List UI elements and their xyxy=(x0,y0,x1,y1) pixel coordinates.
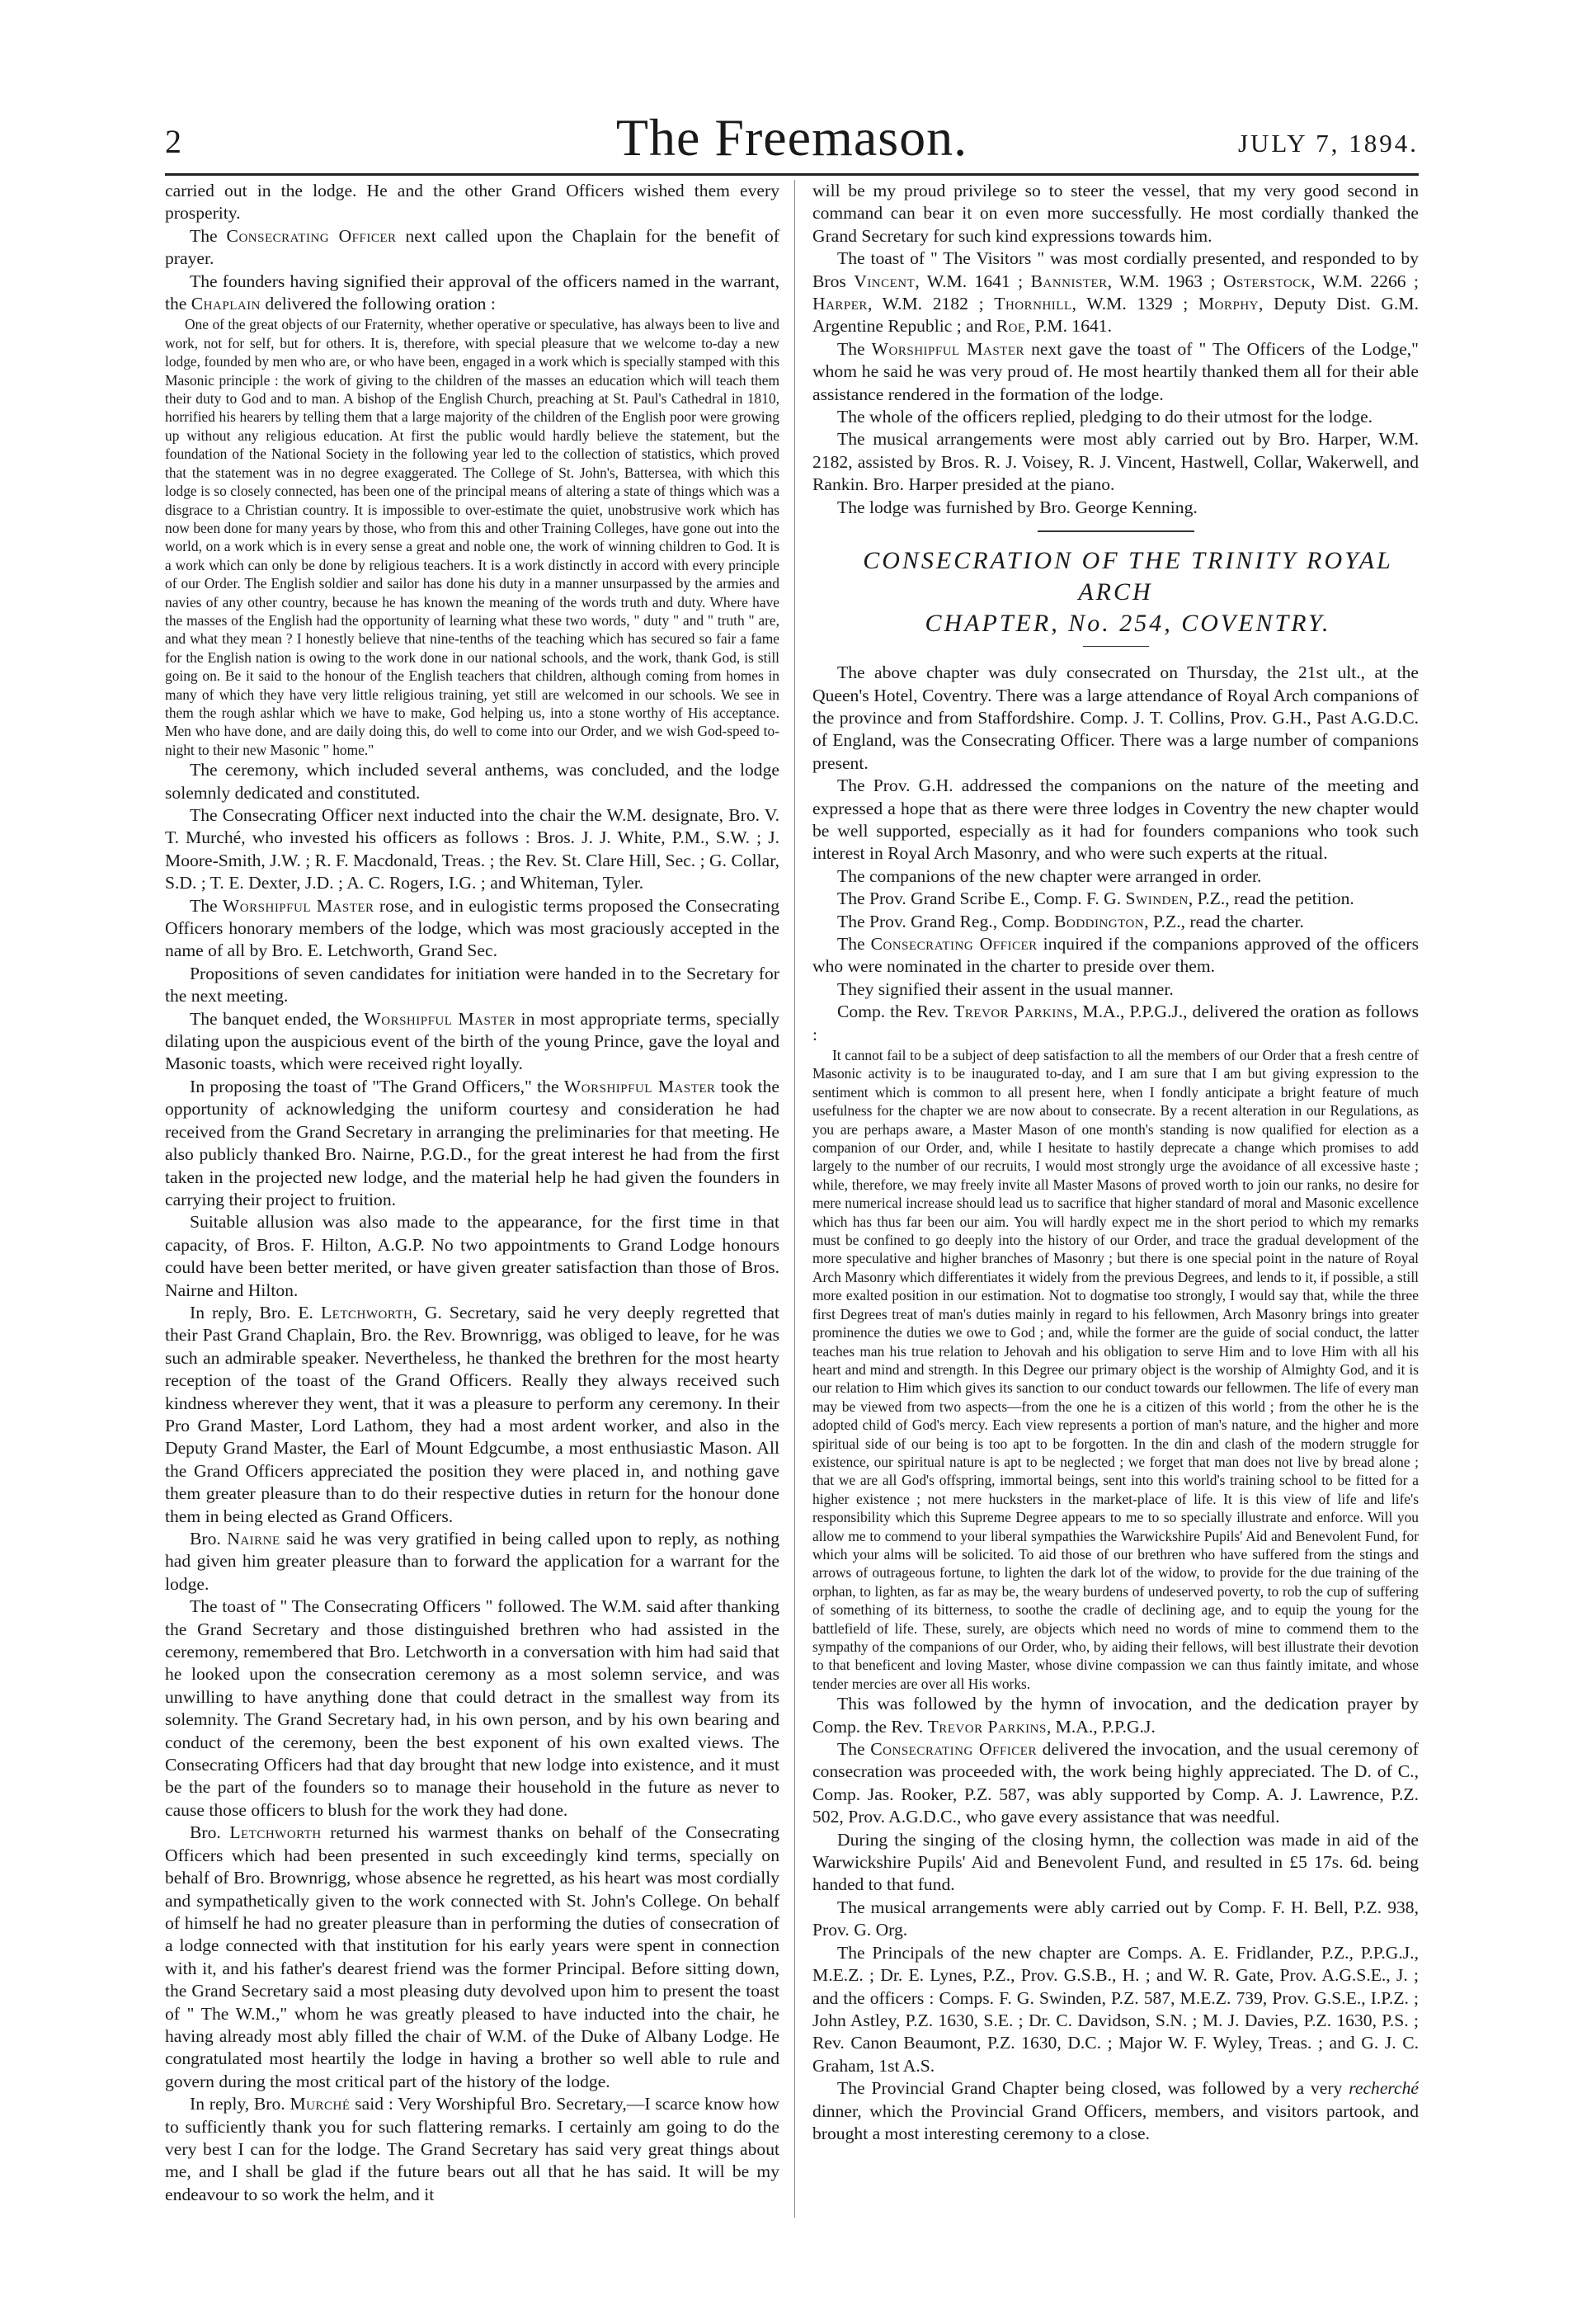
paragraph: The companions of the new chapter were arranged in order. xyxy=(837,865,1262,886)
paragraph: Bro. Letchworth returned his warmest thanks on behalf of the Consecrating Officers which had been presented in such exceedingly kind terms, specially on behalf of Bro. Brownrigg, whose absence he regretted, as his heart was most cordially and sympathetically given to the work connected with St. John's College. On behalf of himself he had no greater pleasure than in performing the duties of consecration of a lodge connected with that institution for his early years were spent in connection with it, and his father's dearest friend was the former Principal. Before sitting down, the Grand Secretary said a most pleasing duty devolved upon him to present the toast of " The W.M.," whom he was greatly pleased to have inducted into the chair, he having already most ably filled the chair of W.M. of the Duke of Albany Lodge. He congratulated most heartily the lodge in having a brother so well able to rule and govern during the most critical part of the history of the lodge. xyxy=(165,1822,779,2091)
paragraph: carried out in the lodge. He and the other Grand Officers wished them every prosperity. xyxy=(165,181,779,224)
chaplain-oration: One of the great objects of our Fraternity, whether operative or speculative, has always been to live and work, not for self, but for others. It is, therefore, with special pleasure that we welcome to-day a new lodge, founded by men who are, or who have been, engaged in a work which is specially stamped with this Masonic principle : the work of giving to the children of the masses an education which will teach them their duty to God and to man. A bishop of the English Church, preaching at St. Paul's Cathedral in 1810, horrified his hearers by telling them that a large majority of the children of the English poor were growing up without any religious education. At first the public would hardly believe the statement, but the foundation of the National Society in the following year led to the collection of statistics, which proved that the statement was in no degree exaggerated. The College of St. John's, Battersea, with which this lodge is so closely connected, has been one of the principal means of altering a state of things which was a disgrace to a Christian country. It is impossible to over-estimate the quiet, unobstrusive work which has now been done for many years by those, who from this and other Training Colleges, have gone out into the world, on a work which is in every sense a great and noble one, the work of winning children to God. It is a work which can only be done by religious teachers. It is a work distinctly in accord with every principle of our Order. The English soldier and sailor has done his duty in a manner unsurpassed by the armies and navies of any other country, because he has known the meaning of the words truth and duty. Where have the masses of the English had the opportunity of learning what these two words, " duty " and " truth " are, and what they mean ? I honestly believe that nine-tenths of the teaching which has secured so fair a fame for the English nation is owing to the work done in our national schools, and the work, thank God, is still going on. Be it said to the honour of the English teachers that children, although coming from homes in many of which they have very little religious training, yet still are welcomed in our schools. We see in them the rough ashlar which we have to make, God helping us, into a stone worthy of His acceptance. Men who have done, and are daily doing this, do well to come into our Order, and we wish God-speed to-night to their new Masonic " home." xyxy=(165,316,779,758)
paragraph: In proposing the toast of "The Grand Officers," the Worshipful Master took the opportunity of acknowledging the uniform courtesy and consideration he had received from the Grand Secretary in arranging the preliminaries for that meeting. He also publicly thanked Bro. Nairne, P.G.D., for the great interest he had from the first taken in the projected new lodge, and the material help he had given the founders in carrying their project to fruition. xyxy=(165,1076,779,1209)
paragraph: They signified their assent in the usual manner. xyxy=(837,978,1174,999)
paragraph: The above chapter was duly consecrated on Thursday, the 21st ult., at the Queen's Hotel, Coventry. There was a large attendance of Royal Arch companions of the province and from Staffordshire. Comp. J. T. Collins, Prov. G.H., Past A.G.D.C. of England, was the Consecrating Officer. There was a large number of companions present. xyxy=(812,662,1419,773)
masthead-rule xyxy=(165,173,1419,176)
paragraph: In reply, Bro. Murché said : Very Worshipful Bro. Secretary,—I scarce know how to sufficiently thank you for such flattering remarks. I certainly am going to do the very best I can for the lodge. The Grand Secretary has said very great things about me, and I shall be glad if the future bears out all that he has said. It will be my endeavour to so work the helm, and it xyxy=(165,2094,779,2204)
paragraph: will be my proud privilege so to steer the vessel, that my very good second in command can bear it on even more successfully. He most cordially thanked the Grand Secretary for such kind expressions towards him. xyxy=(812,181,1419,246)
paragraph: During the singing of the closing hymn, the collection was made in aid of the Warwickshire Pupils' Aid and Benevolent Fund, and resulted in £5 17s. 6d. being handed to that fund. xyxy=(812,1829,1419,1895)
paragraph: The banquet ended, the Worshipful Master in most appropriate terms, specially dilating upon the auspicious event of the birth of the young Prince, gave the loyal and Masonic toasts, which were received right loyally. xyxy=(165,1008,779,1074)
paragraph: The Consecrating Officer inquired if the companions approved of the officers who were nominated in the charter to preside over them. xyxy=(812,933,1419,977)
article-heading-line-1: CONSECRATION OF THE TRINITY ROYAL ARCH xyxy=(863,547,1393,606)
paragraph: The musical arrangements were ably carried out by Comp. F. H. Bell, P.Z. 938, Prov. G. Org. xyxy=(812,1897,1419,1940)
issue-date: JULY 7, 1894. xyxy=(1237,129,1419,158)
paragraph: The lodge was furnished by Bro. George Kenning. xyxy=(837,497,1198,517)
paragraph: The musical arrangements were most ably carried out by Bro. Harper, W.M. 2182, assisted by Bros. R. J. Voisey, R. J. Vincent, Hastwell, Collar, Wakerwell, and Rankin. Bro. Harper presided at the piano. xyxy=(812,429,1419,495)
heading-rule xyxy=(1083,646,1149,647)
paragraph: Bro. Nairne said he was very gratified in being called upon to reply, as nothing had given him greater pleasure than to forward the application for a warrant for the lodge. xyxy=(165,1529,779,1594)
paragraph: The ceremony, which included several anthems, was concluded, and the lodge solemnly dedicated and constituted. xyxy=(165,760,779,803)
paragraph: This was followed by the hymn of invocation, and the dedication prayer by Comp. the Rev. Trevor Parkins, M.A., P.P.G.J. xyxy=(812,1694,1419,1737)
paragraph: The Worshipful Master next gave the toast of " The Officers of the Lodge," whom he said he was very proud of. He most heartily thanked them all for their able assistance rendered in the formation of the lodge. xyxy=(812,338,1419,404)
paragraph: The whole of the officers replied, pledging to do their utmost for the lodge. xyxy=(837,407,1373,427)
paragraph: The Consecrating Officer delivered the invocation, and the usual ceremony of consecration was proceeded with, the work being highly appreciated. The D. of C., Comp. Jas. Rooker, P.Z. 587, was ably supported by Comp. A. J. Lawrence, P.Z. 502, Prov. A.G.D.C., who gave every assistance that was needful. xyxy=(812,1739,1419,1827)
paragraph: The Prov. G.H. addressed the companions on the nature of the meeting and expressed a hope that as there were three lodges in Coventry the new chapter would be well supported, especially as it had for founders companions who took such interest in Royal Arch Masonry, and who were such experts at the ritual. xyxy=(812,775,1419,864)
paragraph: The Principals of the new chapter are Comps. A. E. Fridlander, P.Z., P.P.G.J., M.E.Z. ; Dr. E. Lynes, P.Z., Prov. G.S.B., H. ; and W. R. Gate, Prov. A.G.S.E., J. ; and the officers : Comps. F. G. Swinden, P.Z. 587, M.E.Z. 739, Prov. G.S.E., I.P.Z. ; John Astley, P.Z. 1630, S.E. ; Dr. C. Davidson, S.N. ; M. J. Davies, P.Z. 1630, P.S. ; Rev. Canon Beaumont, P.Z. 1630, D.C. ; Major W. F. Wyley, Treas. ; and G. J. C. Graham, 1st A.S. xyxy=(812,1942,1419,2076)
paragraph: In reply, Bro. E. Letchworth, G. Secretary, said he very deeply regretted that their Past Grand Chaplain, Bro. the Rev. Brownrigg, was obliged to leave, for he was such an admirable speaker. Nevertheless, he thanked the brethren for the most hearty reception of the toast of the Grand Officers. Really they always received such kindness wherever they went, that it was a pleasure to perform any ceremony. In their Pro Grand Master, Lord Lathom, they had a most ardent worker, and also in the Deputy Grand Master, the Earl of Mount Edgcumbe, a most enthusiastic Mason. All the Grand Officers appreciated the position they were placed in, and nothing gave them greater pleasure than to do their respective duties in return for the honour done them in being elected as Grand Officers. xyxy=(165,1302,779,1526)
paragraph: The Provincial Grand Chapter being closed, was followed by a very recherché dinner, which the Provincial Grand Officers, members, and visitors partook, and brought a most interesting ceremony to a close. xyxy=(812,2078,1419,2143)
paragraph: Propositions of seven candidates for initiation were handed in to the Secretary for the next meeting. xyxy=(165,963,779,1006)
paragraph: The Prov. Grand Scribe E., Comp. F. G. Swinden, P.Z., read the petition. xyxy=(837,889,1354,909)
paragraph: The toast of " The Visitors " was most cordially presented, and responded to by Bros Vincent, W.M. 1641 ; Bannister, W.M. 1963 ; Osterstock, W.M. 2266 ; Harper, W.M. 2182 ; Thornhill, W.M. 1329 ; Morphy, Deputy Dist. G.M. Argentine Republic ; and Roe, P.M. 1641. xyxy=(812,248,1419,337)
paragraph: The Worshipful Master rose, and in eulogistic terms proposed the Consecrating Officers honorary members of the lodge, which was most graciously accepted in the name of all by Bro. E. Letchworth, Grand Sec. xyxy=(165,895,779,961)
paragraph: The Consecrating Officer next inducted into the chair the W.M. designate, Bro. V. T. Murché, who invested his officers as follows : Bros. J. J. White, P.M., S.W. ; J. Moore-Smith, J.W. ; R. F. Macdonald, Treas. ; the Rev. St. Clare Hill, Sec. ; G. Collar, S.D. ; T. E. Dexter, J.D. ; A. C. Rogers, I.G. ; and Whiteman, Tyler. xyxy=(165,805,779,893)
parkins-oration: It cannot fail to be a subject of deep satisfaction to all the members of our Order that a fresh centre of Masonic activity is to be inaugurated to-day, and I am sure that I am but giving expression to the sentiment which is common to all present here, when I fondly anticipate a bright feature of much usefulness for the chapter we are now about to consecrate. By a recent alteration in our Regulations, as you are perhaps aware, a Master Mason of one month's standing is now qualified for election as a companion of our Order, and, while I hesitate to hastily deprecate a change which promises to add largely to the number of our recruits, I would most strongly urge the avoidance of all excessive haste ; while, therefore, we may freely invite all Master Masons of proved worth to join our ranks, no desire for mere numerical increase should lead us to sacrifice that higher standard of moral and Masonic excellence which has thus far been our aim. You will hardly expect me in the short period to which my remarks must be confined to go deeply into the history of our Order, and trace the gradual development of the more speculative and higher branches of Masonry ; but there is one special point in the nature of Royal Arch Masonry which differentiates it widely from the previous Degrees, and lends to it, if possible, a still more exalted position in our estimation. Not to dogmatise too strongly, I would say that, while the three first Degrees treat of man's duties mainly in regard to his fellowmen, Arch Masonry brings into greater prominence the duties we owe to God ; and, while the former are the guide of social conduct, the latter teaches man his true relation to Jehovah and his obligation to serve Him and to love Him with all his heart and mind and strength. In this Degree our primary object is the worship of Almighty God, and it is our relation to Him which gives its sanction to our conduct towards our fellowmen. The life of every man may be viewed from two aspects—from the one he is a citizen of this world ; from the other he is the adopted child of God's mercy. Each view represents a portion of man's nature, and the higher and more spiritual side of our being is too apt to be forgotten. In the din and clash of the modern struggle for existence, our spiritual nature is apt to be neglected ; we forget that man does not live by bread alone ; that we are all God's offspring, immortal beings, sent into this world's training school to be fitted for a higher existence ; not mere hucksters in the market-place of life. It is this view of life and life's responsibility which this Supreme Degree appears to me to so specially illustrate and enforce. Will you allow me to commend to your liberal sympathies the Warwickshire Pupils' Aid and Benevolent Fund, for which your alms will be solicited. To aid those of our brethren who have suffered from the stings and arrows of outrageous fortune, to lighten the dark lot of the widow, to provide for the due training of the orphan, to lighten, as far as may be, the weary burdens of undeserved poverty, to rob the cup of suffering of something of its bitterness, to soothe the cradle of declining age, and to equip the young for the battlefield of life. These, surely, are objects which need no words of mine to commend them to the sympathy of the companions of our Order, who, by aiding their fellows, will best illustrate their devotion to that beneficent and loving Master, whose divine compassion we can thus faintly imitate, and whose tender mercies are over all His works. xyxy=(812,1047,1419,1692)
left-column xyxy=(165,180,779,2218)
section-separator xyxy=(1038,530,1194,532)
paragraph: Suitable allusion was also made to the appearance, for the first time in that capacity, of Bros. F. Hilton, A.G.P. No two appointments to Grand Lodge honours could have been better merited, or have given greater satisfaction than those of Bros. Nairne and Hilton. xyxy=(165,1212,779,1300)
column-divider xyxy=(794,180,795,2218)
article-heading-line-2: CHAPTER, No. 254, COVENTRY. xyxy=(925,610,1331,638)
paragraph: The Consecrating Officer next called upon the Chaplain for the benefit of prayer. xyxy=(165,225,779,269)
masthead-title: The Freemason. xyxy=(615,108,968,167)
paragraph: The founders having signified their approval of the officers named in the warrant, the Chaplain delivered the following oration : xyxy=(165,271,779,314)
page-number: 2 xyxy=(165,123,181,160)
masthead xyxy=(165,107,1419,173)
paragraph: The toast of " The Consecrating Officers " followed. The W.M. said after thanking the Grand Secretary and those distinguished brethren who had assisted in the ceremony, remembered that Bro. Letchworth in a conversation with him had said that he looked upon the consecration ceremony as a most solemn service, and was unwilling to have anything done that could detract in the smallest way from its solemnity. The Grand Secretary had, in his own person, and by his own bearing and conduct of the ceremony, been the best exponent of his own exalted views. The Consecrating Officers had that day brought that new lodge into existence, and it must be the part of the founders so to manage their household in the future as never to cause those officers to blush for the work they had done. xyxy=(165,1596,779,1820)
paragraph: The Prov. Grand Reg., Comp. Boddington, P.Z., read the charter. xyxy=(837,911,1304,931)
paragraph: Comp. the Rev. Trevor Parkins, M.A., P.P.G.J., delivered the oration as follows : xyxy=(812,1002,1419,1044)
right-column xyxy=(812,180,1419,2234)
